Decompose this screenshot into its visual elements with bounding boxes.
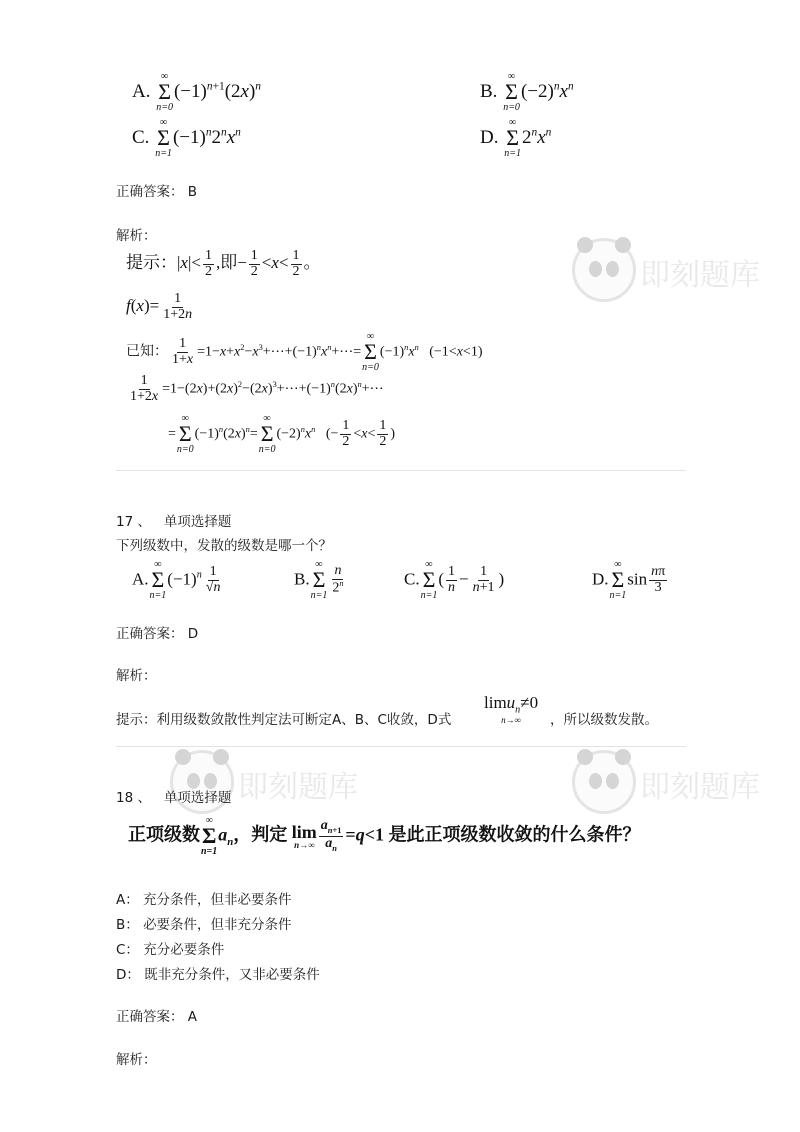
q18-option-a[interactable]: A： 充分条件，但非必要条件 bbox=[116, 892, 292, 908]
watermark-text: 即刻题库 bbox=[238, 770, 358, 805]
q16-option-b: B. ∞ Σ n=0 $(-2)^nx^n$ bbox=[480, 71, 574, 113]
q18-option-c[interactable]: C： 充分必要条件 bbox=[116, 942, 225, 958]
q18-answer: 正确答案： A bbox=[116, 1009, 198, 1025]
q17-hint-end: ，所以级数发散。 bbox=[550, 712, 658, 728]
q17-option-a: A. ∞ Σ n=1 $(-1)^n$ $\frac{1}{√n}$ bbox=[132, 559, 221, 601]
q18-option-b[interactable]: B： 必要条件，但非充分条件 bbox=[116, 917, 292, 933]
q17-option-b: B. ∞ Σ n=1 $\frac{n}{2^n}$ bbox=[294, 559, 344, 601]
q16-expansion: $\frac{1}{1+2x}$ $=1-(2x)+(2x)^2-(2x)^3+\cdots+(-1)^n(2x)^n+\cdots$ bbox=[130, 373, 384, 404]
q17-hint: 提示：利用级数敛散性判定法可断定A、B、C收敛，D式 bbox=[116, 712, 452, 728]
q17-answer: 正确答案： D bbox=[116, 626, 199, 642]
q17-analysis-label: 解析： bbox=[116, 668, 157, 684]
q16-known-series: 已知： $\frac{1}{1+x}$ $=1-x+x^2-x^3+\cdots+(-1)^nx^n+\cdots=$ ∞ Σ n=0 $(-1)^nx^n$ (−1<x<1) bbox=[126, 331, 483, 373]
watermark-panda bbox=[572, 238, 760, 302]
q17-limit: limu$_n$≠0 n→∞ bbox=[484, 693, 539, 725]
section-divider bbox=[116, 746, 686, 747]
q16-analysis-label: 解析： bbox=[116, 228, 157, 244]
q16-hint-line: 提示：|x|< $\frac{1}{2}$ ,即− $\frac{1}{2}$ <x< $\frac{1}{2}$ 。 bbox=[126, 247, 321, 279]
q17-option-d: D. ∞ Σ n=1 sin $\frac{n\pi}{3}$ bbox=[592, 559, 666, 601]
q18-option-d[interactable]: D： 既非充分条件，又非必要条件 bbox=[116, 967, 320, 983]
q17-header: 17 、 单项选择题 bbox=[116, 514, 232, 530]
q18-header: 18 、 单项选择题 bbox=[116, 790, 232, 806]
q16-option-a: A. ∞ Σ n=0 $(-1)^{n+1}(2x)^n$ bbox=[132, 71, 261, 113]
watermark-text: 即刻题库 bbox=[640, 258, 760, 293]
q18-analysis-label: 解析： bbox=[116, 1052, 157, 1068]
q17-option-c: C. ∞ Σ n=1 ( $\frac{1}{n}$ − $\frac{1}{n+1}$ ) bbox=[404, 559, 505, 601]
q16-answer: 正确答案： B bbox=[116, 184, 198, 200]
watermark-text: 即刻题库 bbox=[640, 770, 760, 805]
q16-fx: f(x)= $\frac{1}{1+2n}$ bbox=[126, 291, 193, 322]
section-divider bbox=[116, 470, 686, 471]
q18-stem: 正项级数 ∞ Σ n=1 $a_n$，判定 lim n→∞ $\frac{a_{n+1}}{a_n}$ =q<1 是此正项级数收敛的什么条件？ bbox=[128, 815, 641, 857]
q16-option-d: D. ∞ Σ n=1 $2^nx^n$ bbox=[480, 117, 552, 159]
q17-question: 下列级数中，发散的级数是哪一个？ bbox=[116, 538, 332, 554]
watermark-panda bbox=[572, 750, 760, 814]
q16-result: = ∞ Σ n=0 $(-1)^n(2x)^n=$ ∞ Σ n=0 $(-2)^nx^n$ (− $\frac{1}{2}$ <x< $\frac{1}{2}$ ) bbox=[168, 413, 396, 455]
q16-option-c: C. ∞ Σ n=1 $(-1)^n2^nx^n$ bbox=[132, 117, 241, 159]
